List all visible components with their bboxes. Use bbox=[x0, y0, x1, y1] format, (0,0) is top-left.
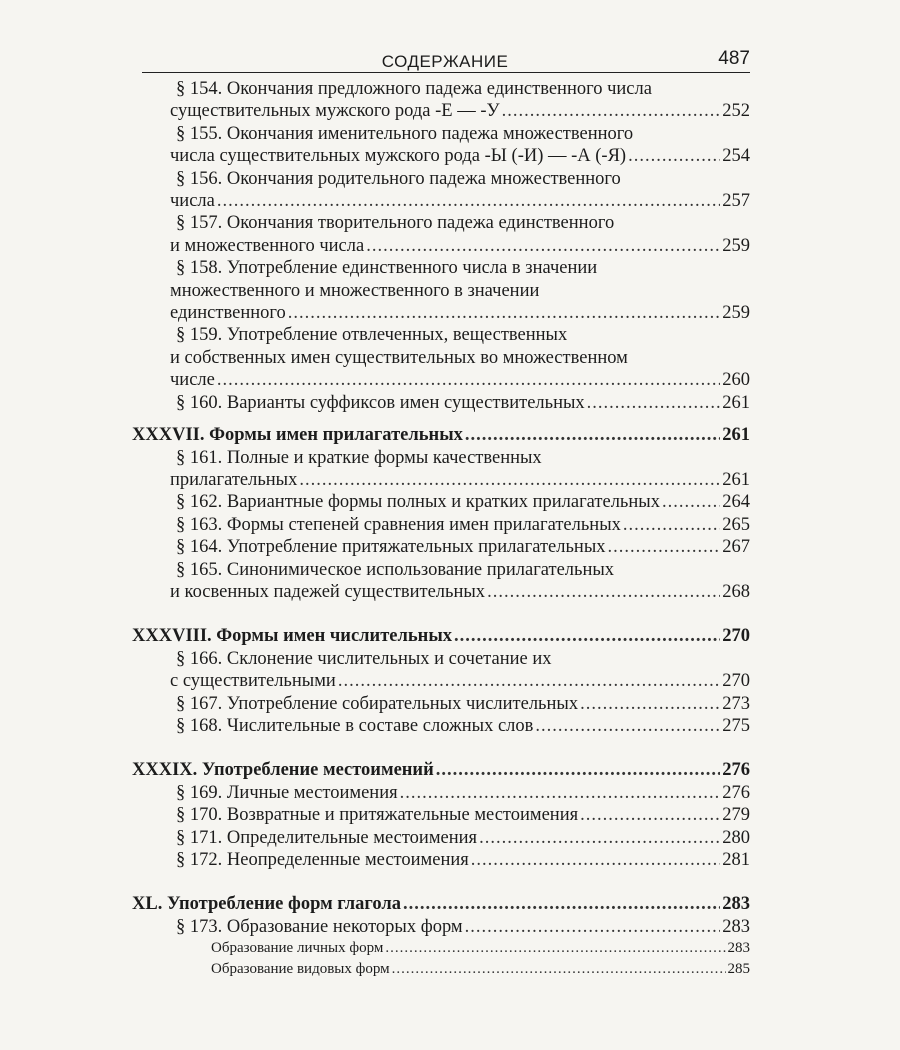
dot-leader bbox=[400, 782, 721, 804]
page-number: 487 bbox=[718, 48, 750, 69]
toc-entry-title: Образование видовых форм bbox=[211, 961, 390, 978]
dot-leader bbox=[662, 491, 720, 513]
toc-entry-title: числе bbox=[170, 370, 215, 391]
toc-page-number: 280 bbox=[722, 827, 750, 848]
toc-entry-text: § 156. Окончания родительного падежа множественного bbox=[176, 168, 621, 189]
dot-leader bbox=[403, 893, 720, 915]
toc-entry-title: § 167. Употребление собирательных числительных bbox=[176, 693, 579, 714]
dot-leader bbox=[580, 804, 720, 826]
toc-entry-title: § 172. Неопределенные местоимения bbox=[176, 850, 469, 870]
toc-entry-line bbox=[176, 491, 750, 513]
toc-page-number: 270 bbox=[722, 671, 750, 692]
toc-page-number: 257 bbox=[722, 191, 750, 212]
toc-entry-line bbox=[211, 938, 750, 959]
toc-entry-title: прилагательных bbox=[170, 469, 298, 490]
toc-page-number: 283 bbox=[722, 916, 750, 937]
toc-section bbox=[126, 168, 750, 213]
toc-section bbox=[126, 392, 750, 414]
toc-entry-line bbox=[176, 916, 750, 938]
toc-page-number: 261 bbox=[722, 392, 750, 413]
toc-entry-line bbox=[132, 625, 750, 647]
toc-entry-line bbox=[170, 302, 750, 324]
toc-section bbox=[126, 782, 750, 804]
toc-entry-line bbox=[170, 145, 750, 167]
toc-page-number: 260 bbox=[722, 370, 750, 391]
toc-entry-text: § 158. Употребление единственного числа в значении bbox=[176, 258, 598, 279]
toc-section bbox=[126, 559, 750, 604]
toc-page-number: 275 bbox=[722, 715, 750, 736]
toc-entry-title: единственного bbox=[170, 303, 286, 324]
toc-entry-title: § 168. Числительные в составе сложных слов bbox=[176, 715, 534, 736]
dot-leader bbox=[338, 670, 720, 692]
toc-section bbox=[126, 514, 750, 536]
toc-section bbox=[126, 648, 750, 693]
dot-leader bbox=[471, 849, 720, 871]
toc-chapter bbox=[126, 893, 750, 915]
running-title: СОДЕРЖАНИЕ bbox=[381, 52, 509, 71]
toc-entry-line bbox=[132, 893, 750, 915]
dot-leader bbox=[628, 145, 720, 167]
toc-section bbox=[126, 212, 750, 257]
toc-chapter bbox=[126, 759, 750, 781]
toc-chapter bbox=[126, 625, 750, 647]
toc-entry-title: § 170. Возвратные и притяжательные местоимения bbox=[176, 805, 579, 826]
dot-leader bbox=[487, 581, 720, 603]
dot-leader bbox=[436, 759, 720, 781]
toc-page-number: 259 bbox=[722, 303, 750, 324]
toc-entry-title: XXXVII. Формы имен прилагательных bbox=[132, 425, 463, 446]
toc-page-number: 252 bbox=[722, 101, 750, 122]
toc-entry-title: § 171. Определительные местоимения bbox=[176, 827, 478, 848]
toc-entry-text: § 157. Окончания творительного падежа единственного bbox=[176, 213, 615, 234]
toc-section bbox=[126, 827, 750, 849]
toc-subentry bbox=[126, 959, 750, 980]
toc-page-number: 261 bbox=[722, 469, 750, 490]
toc-page-number: 254 bbox=[722, 146, 750, 167]
toc-page-number: 281 bbox=[722, 850, 750, 870]
dot-leader bbox=[580, 693, 720, 715]
toc-entry-line bbox=[176, 827, 750, 849]
dot-leader bbox=[299, 469, 720, 491]
toc-entry-text: § 161. Полные и краткие формы качественных bbox=[176, 447, 542, 468]
dot-leader bbox=[217, 190, 720, 212]
dot-leader bbox=[366, 235, 720, 257]
dot-leader bbox=[465, 916, 721, 938]
dot-leader bbox=[385, 938, 725, 959]
toc-page-number: 267 bbox=[722, 537, 750, 558]
toc-section bbox=[126, 123, 750, 168]
toc-entry-line bbox=[170, 235, 750, 257]
dot-leader bbox=[479, 827, 720, 849]
page-header bbox=[140, 48, 750, 74]
toc-entry-title: и косвенных падежей существительных bbox=[170, 581, 486, 602]
toc-entry-title: числа bbox=[170, 191, 215, 212]
toc-entry-line bbox=[170, 581, 750, 603]
dot-leader bbox=[623, 514, 720, 536]
toc-entry-title: XXXIX. Употребление местоимений bbox=[132, 760, 434, 781]
toc-entry-line bbox=[176, 804, 750, 826]
toc-entry-title: и множественного числа bbox=[170, 235, 365, 256]
toc-section bbox=[126, 916, 750, 938]
toc-entry-line bbox=[170, 190, 750, 212]
toc-entry-line bbox=[170, 670, 750, 692]
toc-page-number: 270 bbox=[722, 626, 750, 647]
toc-page-number: 285 bbox=[727, 961, 750, 978]
toc-entry-title: § 163. Формы степеней сравнения имен прилагательных bbox=[176, 514, 621, 535]
table-of-contents bbox=[126, 78, 750, 980]
toc-entry-line bbox=[176, 536, 750, 558]
toc-entry-title: существительных мужского рода -Е — -У bbox=[170, 101, 500, 122]
toc-section bbox=[126, 693, 750, 715]
dot-leader bbox=[608, 536, 721, 558]
toc-page-number: 261 bbox=[722, 425, 750, 446]
dot-leader bbox=[217, 369, 720, 391]
toc-entry-line bbox=[176, 514, 750, 536]
dot-leader bbox=[454, 625, 720, 647]
toc-entry-line bbox=[170, 469, 750, 491]
toc-entry-title: § 173. Образование некоторых форм bbox=[176, 916, 463, 937]
toc-subentry bbox=[126, 938, 750, 959]
toc-section bbox=[126, 491, 750, 513]
toc-entry-line bbox=[132, 759, 750, 781]
dot-leader bbox=[392, 959, 726, 980]
toc-entry-text: § 165. Синонимическое использование прилагательных bbox=[176, 559, 615, 580]
toc-entry-text: и собственных имен существительных во множественном bbox=[170, 347, 628, 368]
toc-entry-line bbox=[176, 715, 750, 737]
toc-entry-title: XXXVIII. Формы имен числительных bbox=[132, 626, 453, 647]
toc-page-number: 276 bbox=[722, 760, 750, 781]
toc-entry-title: § 164. Употребление притяжательных прилагательных bbox=[176, 537, 606, 558]
toc-page-number: 268 bbox=[722, 581, 750, 602]
toc-entry-line bbox=[170, 369, 750, 391]
toc-section bbox=[126, 849, 750, 871]
toc-entry-title: § 169. Личные местоимения bbox=[176, 782, 398, 803]
toc-entry-title: § 162. Вариантные формы полных и кратких прилагательных bbox=[176, 492, 660, 513]
header-divider bbox=[142, 72, 750, 73]
toc-page-number: 276 bbox=[722, 782, 750, 803]
toc-entry-text: § 155. Окончания именительного падежа множественного bbox=[176, 123, 634, 144]
toc-page-number: 279 bbox=[722, 805, 750, 826]
toc-entry-text: множественного и множественного в значении bbox=[170, 280, 540, 301]
toc-entry-line bbox=[176, 392, 750, 414]
toc-section bbox=[126, 324, 750, 391]
toc-entry-line bbox=[176, 849, 750, 871]
toc-entry-line bbox=[176, 782, 750, 804]
toc-page-number: 259 bbox=[722, 235, 750, 256]
toc-section bbox=[126, 715, 750, 737]
toc-entry-text: § 159. Употребление отвлеченных, вещественных bbox=[176, 325, 568, 346]
toc-page-number: 265 bbox=[722, 514, 750, 535]
toc-chapter bbox=[126, 424, 750, 446]
toc-entry-title: XL. Употребление форм глагола bbox=[132, 894, 401, 915]
toc-entry-title: с существительными bbox=[170, 671, 336, 692]
toc-section bbox=[126, 804, 750, 826]
toc-entry-title: Образование личных форм bbox=[211, 940, 384, 957]
toc-section bbox=[126, 536, 750, 558]
toc-section bbox=[126, 257, 750, 324]
toc-entry-title: числа существительных мужского рода -Ы (-И) — -А (-Я) bbox=[170, 146, 627, 167]
toc-page-number: 273 bbox=[722, 693, 750, 714]
dot-leader bbox=[587, 392, 721, 414]
toc-section bbox=[126, 447, 750, 492]
dot-leader bbox=[535, 715, 720, 737]
dot-leader bbox=[465, 424, 720, 446]
dot-leader bbox=[288, 302, 721, 324]
toc-entry-line bbox=[211, 959, 750, 980]
toc-entry-line bbox=[170, 100, 750, 122]
dot-leader bbox=[502, 100, 721, 122]
toc-section bbox=[126, 78, 750, 123]
toc-entry-text: § 166. Склонение числительных и сочетание их bbox=[176, 648, 552, 669]
toc-page-number: 283 bbox=[722, 894, 750, 915]
toc-entry-line bbox=[132, 424, 750, 446]
toc-page-number: 283 bbox=[727, 940, 750, 957]
toc-entry-text: § 154. Окончания предложного падежа единственного числа bbox=[176, 79, 652, 99]
toc-entry-title: § 160. Варианты суффиксов имен существительных bbox=[176, 392, 585, 413]
toc-entry-line bbox=[176, 693, 750, 715]
toc-page-number: 264 bbox=[722, 492, 750, 513]
